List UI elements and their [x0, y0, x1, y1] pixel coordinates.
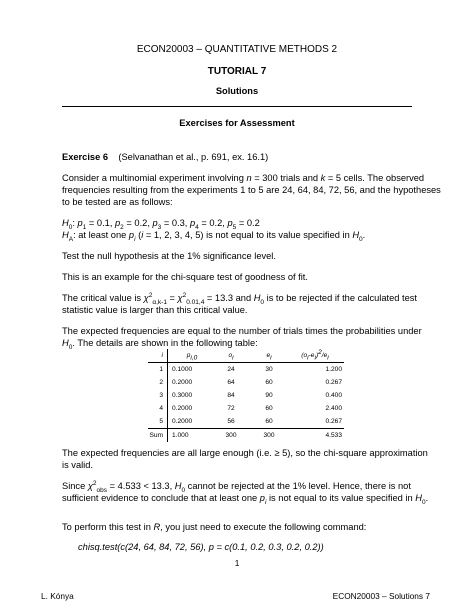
page-number: 1: [234, 558, 240, 568]
note-text: This is an example for the chi-square test of goodness of fit.: [62, 272, 308, 282]
critical-value-text: statistic value is larger than this critical value.: [62, 305, 248, 315]
problem-line: to be tested are as follows:: [62, 197, 173, 207]
table-row: 4 0.2000 72 60 2.400: [148, 402, 344, 415]
expected-intro: The expected frequencies are equal to the number of trials times the probabilities under: [62, 326, 422, 336]
header-contrib: $(o_i-e_i)^2/e_i$: [288, 349, 344, 363]
conclusion-text: Since $\chi^2_{obs} = 4.533 < 13.3$, $H_0$ cannot be rejected at the 1% level. Hence, there is not: [62, 479, 411, 494]
r-command: chisq.test(c(24, 64, 84, 72, 56), p = c(0.1, 0.2, 0.3, 0.2, 0.2)): [78, 542, 324, 552]
exercise-label: Exercise 6: [62, 152, 109, 162]
validity-text: The expected frequencies are all large enough (i.e. ≥ 5), so the chi-square approximation: [62, 448, 428, 458]
table-row: 5 0.2000 56 60 0.267: [148, 415, 344, 429]
table-row: 3 0.3000 84 90 0.400: [148, 389, 344, 402]
header-o: $o_i$: [212, 349, 250, 363]
conclusion-text: sufficient evidence to conclude that at least one $p_i$ is not equal to its value specified in $H_0$.: [62, 493, 429, 506]
course-title: ECON20003 – QUANTITATIVE METHODS 2: [136, 44, 338, 55]
task-text: Test the null hypothesis at the 1% significance level.: [62, 251, 276, 261]
section-title: Exercises for Assessment: [179, 118, 295, 128]
footer-doc: ECON20003 – Solutions 7: [332, 591, 430, 601]
header-e: $e_i$: [250, 349, 288, 363]
exercise-reference: (Selvanathan et al., p. 691, ex. 16.1): [118, 152, 269, 162]
header-p: $p_{i,0}$: [168, 349, 213, 363]
header-rule: [62, 106, 412, 107]
r-intro: To perform this test in R, you just need to execute the following command:: [62, 522, 367, 532]
problem-line: frequencies resulting from the experiments 1 to 5 are 24, 64, 84, 72, 56, and the hypotheses: [62, 185, 441, 195]
problem-line: Consider a multinomial experiment involving n = 300 trials and k = 5 cells. The observed: [62, 173, 425, 183]
table-row: 1 0.1000 24 30 1.200: [148, 363, 344, 377]
expected-intro: $H_0$. The details are shown in the following table:: [62, 338, 258, 351]
footer-author: L. Kónya: [41, 591, 74, 601]
subtitle: Solutions: [215, 86, 259, 96]
header-i: i: [148, 349, 168, 363]
frequency-table: [148, 349, 344, 442]
table-header-row: [148, 349, 344, 363]
validity-text: is valid.: [62, 460, 94, 470]
exercise-heading: [62, 151, 268, 163]
table-row: 2 0.2000 64 60 0.267: [148, 376, 344, 389]
critical-value-text: The critical value is $\chi^2_{\alpha,k-1} = \chi^2_{0.01,4} = 13.3$ and $H_0$ is to be rejected if the calculated test: [62, 291, 418, 306]
null-hypothesis: $H_0$: $p_1 = 0.1$, $p_2 = 0.2$, $p_3 = 0.3$, $p_4 = 0.2$, $p_5 = 0.2$: [62, 218, 260, 231]
alternative-hypothesis: $H_A$: at least one $p_i$ (i = 1, 2, 3, 4, 5) is not equal to its value specified in $H_0$.: [62, 230, 366, 243]
tutorial-title: TUTORIAL 7: [207, 66, 267, 77]
table-sum-row: Sum 1.000 300 300 4.533: [148, 429, 344, 443]
